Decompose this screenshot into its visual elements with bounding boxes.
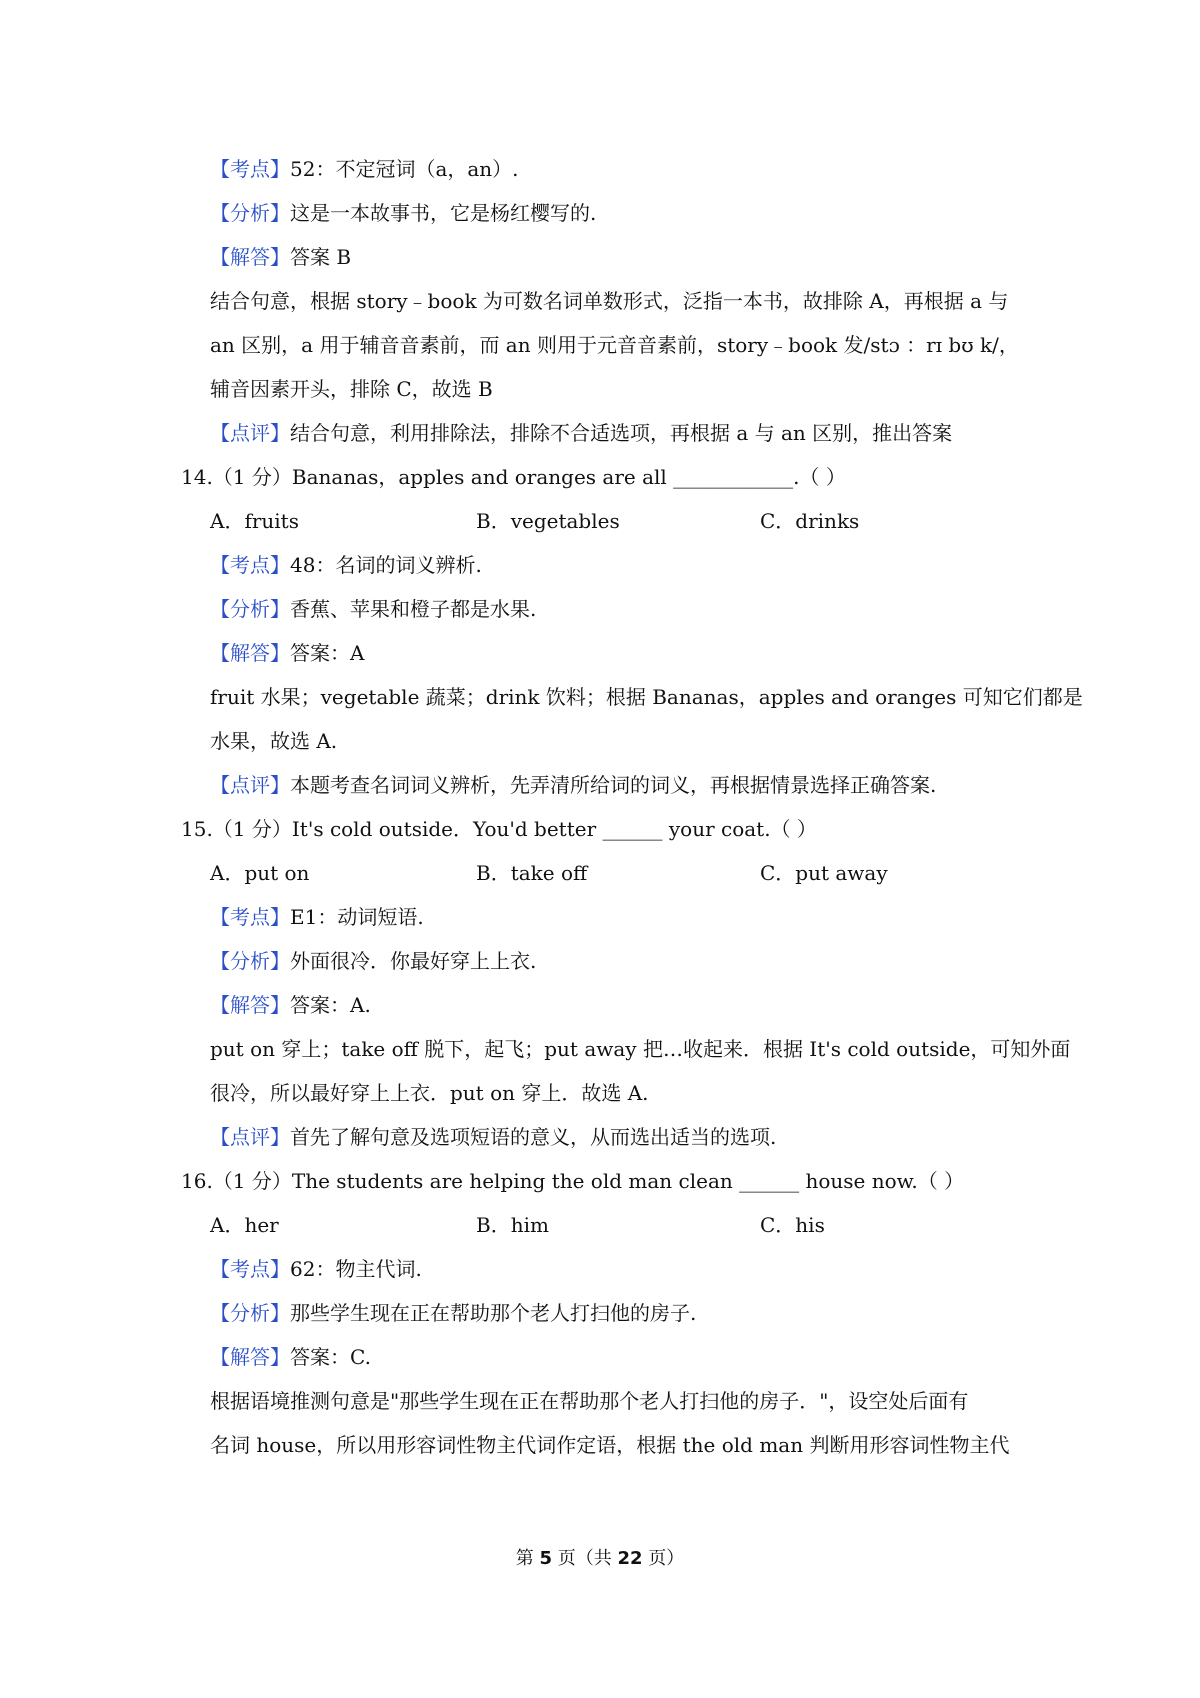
- q13-fenxi: [210, 199, 596, 227]
- kaodian-text: 62：物主代词.: [290, 1257, 422, 1281]
- q16-explain-line-1: 根据语境推测句意是"那些学生现在正在帮助那个老人打扫他的房子．"，设空处后面有: [210, 1389, 969, 1413]
- q14-option-b: B．vegetables: [476, 509, 620, 533]
- kaodian-tag: 【考点】: [210, 905, 290, 929]
- kaodian-tag: 【考点】: [210, 157, 290, 181]
- page-footer: [0, 1547, 1200, 1571]
- jieda-tag: 【解答】: [210, 641, 290, 665]
- jieda-text: 答案：A: [290, 641, 365, 665]
- fenxi-text: 这是一本故事书，它是杨红樱写的.: [290, 201, 597, 225]
- q15-option-a: A．put on: [210, 861, 310, 885]
- footer-suffix: 页）: [642, 1548, 685, 1569]
- q16-question: 16.（1 分）The students are helping the old man clean ______ house now.（ ）: [181, 1169, 965, 1193]
- kaodian-text: E1：动词短语.: [290, 905, 424, 929]
- q15-fenxi: [210, 947, 536, 975]
- q15-kaodian: [210, 903, 424, 931]
- dianping-text: 结合句意，利用排除法，排除不合适选项，再根据 a 与 an 区别，推出答案: [290, 421, 953, 445]
- q16-option-c: C．his: [760, 1213, 825, 1237]
- kaodian-tag: 【考点】: [210, 553, 290, 577]
- q15-option-c: C．put away: [760, 861, 888, 885]
- q16-jieda: [210, 1343, 371, 1371]
- q16-kaodian: [210, 1255, 422, 1283]
- footer-page-number: 5: [539, 1548, 552, 1569]
- dianping-tag: 【点评】: [210, 421, 290, 445]
- q14-option-a: A．fruits: [210, 509, 299, 533]
- q14-explain-line-1: fruit 水果；vegetable 蔬菜；drink 饮料；根据 Bananas，apples and oranges 可知它们都是: [210, 685, 1083, 709]
- q13-explain-line-2: an 区别，a 用于辅音音素前，而 an 则用于元音音素前，story﹣book 发/stɔ ：rɪ bʊ k/，: [210, 333, 1019, 357]
- jieda-text: 答案：A.: [290, 993, 371, 1017]
- q15-question: 15.（1 分）It's cold outside．You'd better ______ your coat.（ ）: [181, 817, 817, 841]
- jieda-text: 答案 B: [290, 245, 352, 269]
- fenxi-text: 香蕉、苹果和橙子都是水果.: [290, 597, 537, 621]
- fenxi-text: 那些学生现在正在帮助那个老人打扫他的房子.: [290, 1301, 697, 1325]
- q13-kaodian: [210, 155, 519, 183]
- fenxi-tag: 【分析】: [210, 1301, 290, 1325]
- q14-kaodian: [210, 551, 482, 579]
- kaodian-text: 48：名词的词义辨析.: [290, 553, 482, 577]
- q15-jieda: [210, 991, 371, 1019]
- footer-mid: 页（共: [552, 1548, 618, 1569]
- q15-explain-line-1: put on 穿上；take off 脱下，起飞；put away 把…收起来．根据 It's cold outside，可知外面: [210, 1037, 1071, 1061]
- q14-option-c: C．drinks: [760, 509, 860, 533]
- q14-jieda: [210, 639, 364, 667]
- dianping-text: 本题考查名词词义辨析，先弄清所给词的词义，再根据情景选择正确答案.: [290, 773, 937, 797]
- fenxi-tag: 【分析】: [210, 949, 290, 973]
- dianping-text: 首先了解句意及选项短语的意义，从而选出适当的选项.: [290, 1125, 777, 1149]
- kaodian-tag: 【考点】: [210, 1257, 290, 1281]
- jieda-tag: 【解答】: [210, 993, 290, 1017]
- q14-fenxi: [210, 595, 536, 623]
- fenxi-tag: 【分析】: [210, 597, 290, 621]
- jieda-tag: 【解答】: [210, 245, 290, 269]
- q14-explain-line-2: 水果，故选 A.: [210, 729, 338, 753]
- q13-jieda: [210, 243, 351, 271]
- q15-option-b: B．take off: [476, 861, 588, 885]
- q15-explain-line-2: 很冷，所以最好穿上上衣．put on 穿上．故选 A.: [210, 1081, 649, 1105]
- footer-total-pages: 22: [617, 1548, 643, 1569]
- q16-fenxi: [210, 1299, 696, 1327]
- jieda-tag: 【解答】: [210, 1345, 290, 1369]
- kaodian-text: 52：不定冠词（a，an）.: [290, 157, 519, 181]
- q15-dianping: [210, 1123, 776, 1151]
- q13-explain-line-1: 结合句意，根据 story﹣book 为可数名词单数形式，泛指一本书，故排除 A，再根据 a 与: [210, 289, 1009, 313]
- q16-explain-line-2: 名词 house，所以用形容词性物主代词作定语，根据 the old man 判断用形容词性物主代: [210, 1433, 1010, 1457]
- q14-dianping: [210, 771, 936, 799]
- q16-option-a: A．her: [210, 1213, 279, 1237]
- q13-dianping: [210, 419, 952, 447]
- q13-explain-line-3: 辅音因素开头，排除 C，故选 B: [210, 377, 493, 401]
- fenxi-text: 外面很冷．你最好穿上上衣.: [290, 949, 537, 973]
- q14-question: 14.（1 分）Bananas，apples and oranges are all ____________.（ ）: [181, 465, 846, 489]
- dianping-tag: 【点评】: [210, 1125, 290, 1149]
- dianping-tag: 【点评】: [210, 773, 290, 797]
- q16-option-b: B．him: [476, 1213, 549, 1237]
- footer-prefix: 第: [515, 1548, 540, 1569]
- jieda-text: 答案：C.: [290, 1345, 371, 1369]
- fenxi-tag: 【分析】: [210, 201, 290, 225]
